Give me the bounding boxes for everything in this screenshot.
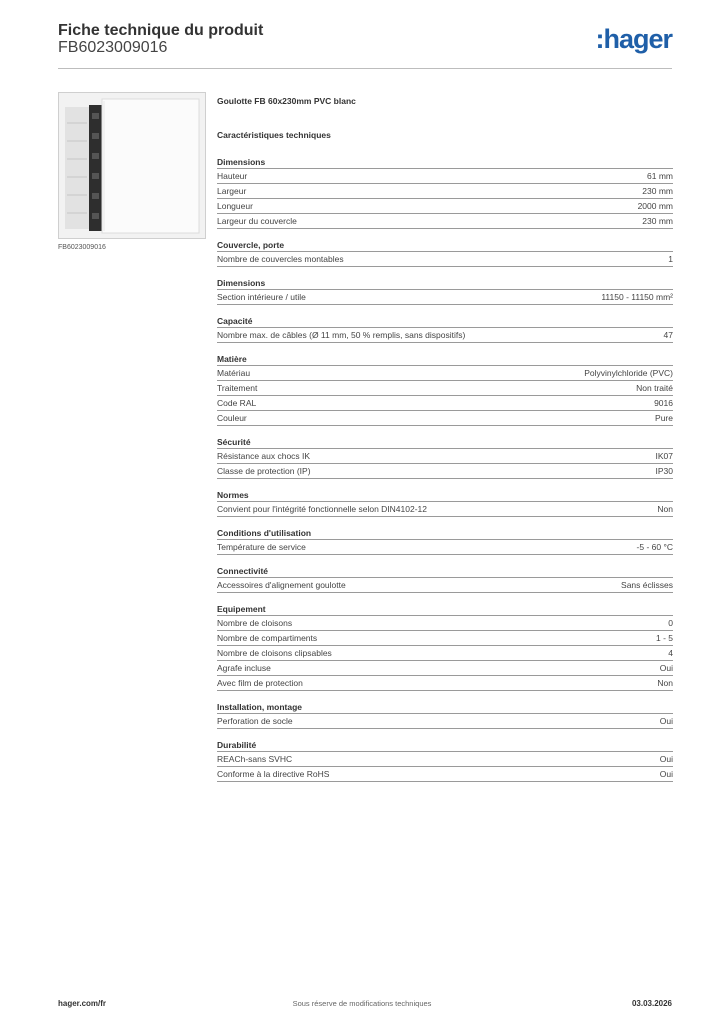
spec-row xyxy=(217,676,673,691)
spec-value: 2000 mm xyxy=(637,201,673,211)
spec-label: Code RAL xyxy=(217,398,257,408)
spec-row xyxy=(217,214,673,229)
spec-row xyxy=(217,199,673,214)
spec-value: 61 mm xyxy=(647,171,673,181)
spec-value: 230 mm xyxy=(642,216,673,226)
spec-label: Largeur xyxy=(217,186,247,196)
spec-label: Résistance aux chocs IK xyxy=(217,451,311,461)
spec-label: REACh-sans SVHC xyxy=(217,754,293,764)
spec-value: 230 mm xyxy=(642,186,673,196)
spec-row xyxy=(217,184,673,199)
spec-value: IK07 xyxy=(655,451,673,461)
spec-row xyxy=(217,328,673,343)
spec-label: Nombre de couvercles montables xyxy=(217,254,344,264)
characteristics-heading: Caractéristiques techniques xyxy=(217,130,331,140)
spec-label: Nombre de cloisons clipsables xyxy=(217,648,332,658)
spec-row xyxy=(217,449,673,464)
section-title: Connectivité xyxy=(217,565,673,578)
spec-value: Oui xyxy=(659,716,673,726)
spec-value: 1 xyxy=(668,254,673,264)
spec-label: Largeur du couvercle xyxy=(217,216,297,226)
section-title: Dimensions xyxy=(217,156,673,169)
spec-label: Avec film de protection xyxy=(217,678,303,688)
spec-section xyxy=(217,156,673,229)
spec-value: 11150 - 11150 mm² xyxy=(601,292,673,302)
spec-value: Non xyxy=(657,678,673,688)
section-title: Capacité xyxy=(217,315,673,328)
spec-row xyxy=(217,169,673,184)
spec-row xyxy=(217,411,673,426)
spec-section xyxy=(217,565,673,593)
section-title: Dimensions xyxy=(217,277,673,290)
spec-row xyxy=(217,578,673,593)
product-code: FB6023009016 xyxy=(58,39,168,56)
spec-row xyxy=(217,540,673,555)
spec-row xyxy=(217,767,673,782)
spec-label: Conforme à la directive RoHS xyxy=(217,769,330,779)
spec-section xyxy=(217,353,673,426)
spec-label: Nombre de compartiments xyxy=(217,633,318,643)
spec-label: Accessoires d'alignement goulotte xyxy=(217,580,346,590)
section-title: Conditions d'utilisation xyxy=(217,527,673,540)
spec-label: Convient pour l'intégrité fonctionnelle selon DIN4102-12 xyxy=(217,504,428,514)
spec-row xyxy=(217,752,673,767)
spec-row xyxy=(217,464,673,479)
spec-row xyxy=(217,661,673,676)
spec-section xyxy=(217,436,673,479)
spec-label: Couleur xyxy=(217,413,247,423)
spec-row xyxy=(217,366,673,381)
spec-section xyxy=(217,701,673,729)
spec-value: Oui xyxy=(659,754,673,764)
spec-row xyxy=(217,646,673,661)
spec-label: Nombre max. de câbles (Ø 11 mm, 50 % remplis, sans dispositifs) xyxy=(217,330,466,340)
section-title: Normes xyxy=(217,489,673,502)
image-caption: FB6023009016 xyxy=(58,244,106,251)
spec-sections xyxy=(217,156,673,782)
footer-disclaimer: Sous réserve de modifications techniques xyxy=(292,999,432,1008)
spec-value: -5 - 60 °C xyxy=(636,542,673,552)
spec-section xyxy=(217,603,673,691)
spec-label: Agrafe incluse xyxy=(217,663,271,673)
spec-label: Température de service xyxy=(217,542,306,552)
spec-label: Section intérieure / utile xyxy=(217,292,306,302)
spec-value: 9016 xyxy=(654,398,673,408)
spec-label: Matériau xyxy=(217,368,251,378)
spec-value: 4 xyxy=(668,648,673,658)
spec-section xyxy=(217,739,673,782)
spec-value: 0 xyxy=(668,618,673,628)
spec-label: Longueur xyxy=(217,201,253,211)
spec-label: Perforation de socle xyxy=(217,716,293,726)
spec-value: Sans éclisses xyxy=(621,580,673,590)
spec-value: Polyvinylchloride (PVC) xyxy=(584,368,673,378)
footer-website: hager.com/fr xyxy=(58,999,107,1008)
section-title: Couvercle, porte xyxy=(217,239,673,252)
section-title: Sécurité xyxy=(217,436,673,449)
spec-value: Oui xyxy=(659,769,673,779)
spec-value: Non xyxy=(657,504,673,514)
spec-section xyxy=(217,489,673,517)
hager-logo: :hager xyxy=(595,24,672,54)
spec-value: Pure xyxy=(655,413,673,423)
spec-value: IP30 xyxy=(655,466,673,476)
cable-trunking-illustration xyxy=(59,93,205,238)
product-name: Goulotte FB 60x230mm PVC blanc xyxy=(217,96,356,106)
spec-section xyxy=(217,315,673,343)
section-title: Matière xyxy=(217,353,673,366)
spec-label: Hauteur xyxy=(217,171,248,181)
spec-row xyxy=(217,631,673,646)
spec-row xyxy=(217,381,673,396)
section-title: Durabilité xyxy=(217,739,673,752)
footer-date: 03.03.2026 xyxy=(631,999,672,1008)
section-title: Installation, montage xyxy=(217,701,673,714)
section-title: Equipement xyxy=(217,603,673,616)
spec-row xyxy=(217,396,673,411)
spec-section xyxy=(217,239,673,267)
spec-label: Classe de protection (IP) xyxy=(217,466,311,476)
spec-label: Nombre de cloisons xyxy=(217,618,293,628)
spec-section xyxy=(217,277,673,305)
spec-value: Oui xyxy=(659,663,673,673)
spec-row xyxy=(217,616,673,631)
page-title: Fiche technique du produit xyxy=(58,22,264,39)
spec-label: Traitement xyxy=(217,383,258,393)
spec-value: Non traité xyxy=(636,383,673,393)
spec-row xyxy=(217,290,673,305)
spec-value: 1 - 5 xyxy=(655,633,673,643)
spec-row xyxy=(217,714,673,729)
product-image xyxy=(58,92,206,239)
header-divider xyxy=(58,68,672,69)
spec-section xyxy=(217,527,673,555)
spec-row xyxy=(217,502,673,517)
spec-value: 47 xyxy=(663,330,673,340)
spec-row xyxy=(217,252,673,267)
spec-content xyxy=(217,96,673,792)
